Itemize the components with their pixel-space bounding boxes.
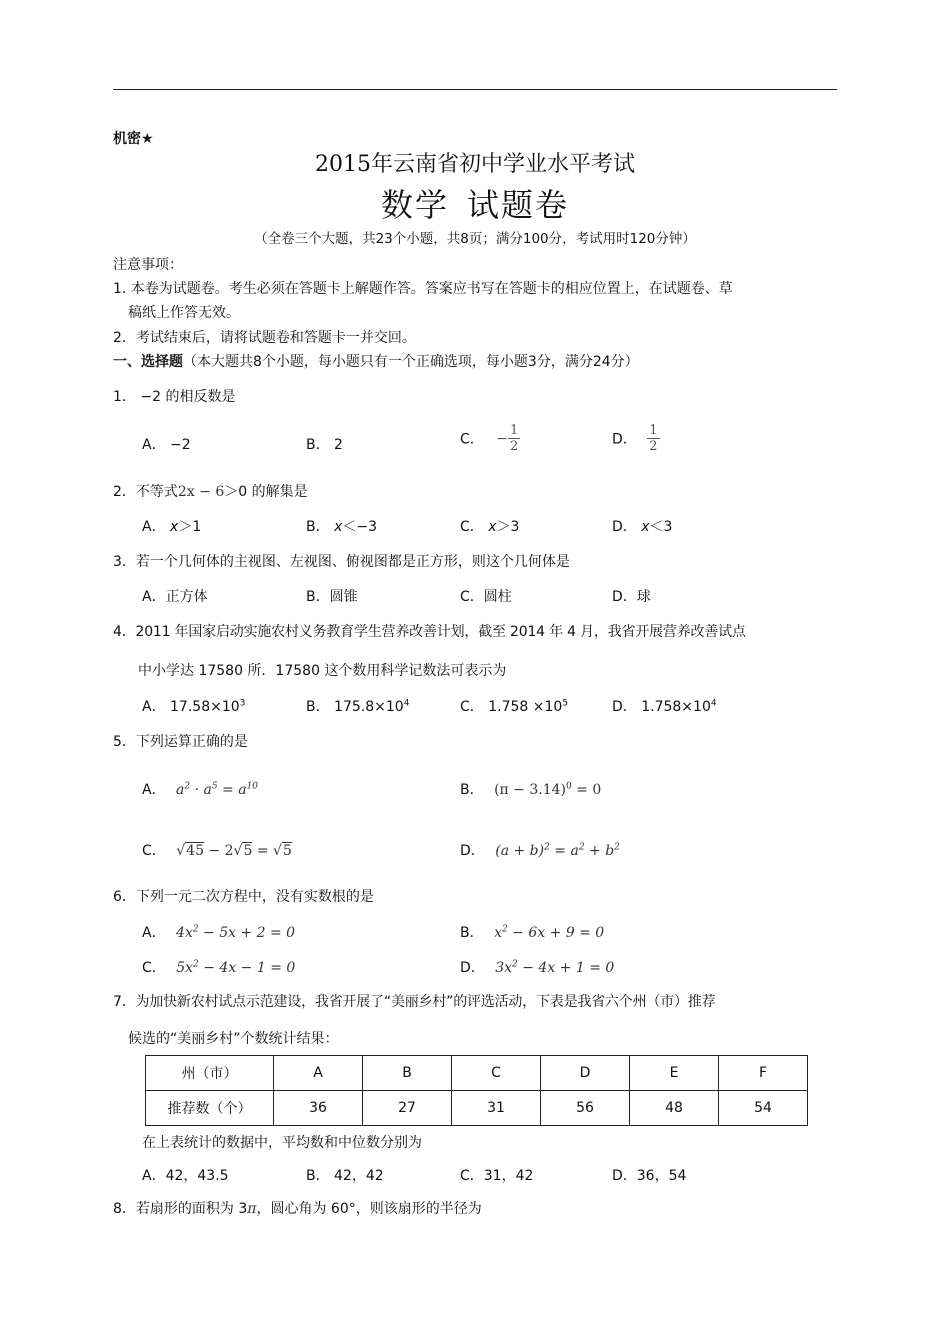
q5-option-a-label: A． bbox=[142, 782, 166, 798]
confidential-mark: 机密★ bbox=[113, 131, 154, 147]
q5-a-exp-3: 10 bbox=[246, 781, 259, 792]
q6-a-exp: 2 bbox=[192, 924, 199, 935]
q5-c-eq: = bbox=[252, 843, 274, 859]
q7-stem-line-2: 候选的“美丽乡村”个数统计结果： bbox=[128, 1031, 339, 1047]
header-rule bbox=[113, 89, 837, 90]
q2-option-a-var: x bbox=[170, 519, 179, 535]
q4-option-d bbox=[612, 696, 717, 716]
table-cell: D bbox=[541, 1056, 630, 1091]
q5-c-radicand-2: 5 bbox=[243, 843, 253, 859]
q8-stem-pi: π bbox=[247, 1201, 257, 1217]
q5-c-mid: − 2 bbox=[203, 843, 234, 859]
q1-option-c-fraction bbox=[508, 423, 520, 454]
exam-info: （全卷三个大题，共23个小题，共8页；满分100分，考试用时120分钟） bbox=[254, 231, 696, 247]
q3-option-a: A．正方体 bbox=[142, 589, 208, 605]
q2-option-d-rest: ＜3 bbox=[649, 519, 673, 535]
table-cell: A bbox=[274, 1056, 363, 1091]
q3-option-c: C．圆柱 bbox=[460, 589, 512, 605]
notes-heading: 注意事项： bbox=[113, 257, 183, 273]
q4-stem-line-2: 中小学达 17580 所．17580 这个数用科学记数法可表示为 bbox=[138, 663, 507, 679]
q1-option-c-label: C． bbox=[460, 431, 484, 448]
q6-b-pre: x bbox=[494, 925, 502, 941]
q2-stem-pre: 2．不等式 bbox=[113, 484, 178, 500]
q6-c-pre: 5x bbox=[176, 960, 194, 976]
q5-option-b bbox=[460, 779, 601, 799]
q2-option-d-var: x bbox=[641, 519, 650, 535]
q5-stem: 5．下列运算正确的是 bbox=[113, 734, 248, 750]
section-1-heading bbox=[113, 351, 639, 371]
q5-c-radicand-3: 5 bbox=[282, 843, 292, 859]
q5-d-exp-2: 2 bbox=[578, 842, 585, 853]
q7-after-table: 在上表统计的数据中，平均数和中位数分别为 bbox=[142, 1135, 422, 1151]
table-cell: 54 bbox=[719, 1091, 808, 1126]
q1-stem: 1． −2 的相反数是 bbox=[113, 389, 236, 405]
q2-option-a bbox=[142, 516, 201, 536]
table-cell: 31 bbox=[452, 1091, 541, 1126]
note-2: 2．考试结束后，请将试题卷和答题卡一并交回。 bbox=[113, 330, 416, 346]
q5-a-base-3: a bbox=[238, 782, 247, 798]
table-cell: C bbox=[452, 1056, 541, 1091]
q6-option-b-label: B． bbox=[460, 925, 484, 941]
q4-option-d-base: D． 1.758×10 bbox=[612, 699, 711, 715]
q5-option-d bbox=[460, 840, 620, 860]
table-cell: 36 bbox=[274, 1091, 363, 1126]
exam-title: 2015年云南省初中学业水平考试 bbox=[315, 152, 635, 177]
q1-option-c-denominator: 2 bbox=[509, 439, 519, 454]
q5-a-eq: = bbox=[217, 782, 239, 798]
q5-b-rest: = 0 bbox=[571, 782, 602, 798]
q5-a-exp-1: 2 bbox=[184, 781, 191, 792]
q5-option-d-label: D． bbox=[460, 843, 485, 859]
q4-stem-line-1: 4．2011 年国家启动实施农村义务教育学生营养改善计划，截至 2014 年 4 月，我省开展营养改善试点 bbox=[113, 624, 746, 640]
q6-option-a bbox=[142, 922, 295, 942]
q6-c-post: − 4x − 1 = 0 bbox=[198, 960, 296, 976]
table-cell: 27 bbox=[363, 1091, 452, 1126]
section-1-title: 一、选择题 bbox=[113, 354, 183, 370]
note-1-line-1: 1. 本卷为试题卷。考生必须在答题卡上解题作答。答案应书写在答题卡的相应位置上，在试题卷、草 bbox=[113, 281, 733, 297]
q3-option-d: D．球 bbox=[612, 589, 651, 605]
q4-option-b-base: B． 175.8×10 bbox=[306, 699, 404, 715]
q7-stem-line-1: 7．为加快新农村试点示范建设，我省开展了“美丽乡村”的评选活动，下表是我省六个州（市）推荐 bbox=[113, 994, 716, 1010]
q1-option-c-numerator: 1 bbox=[509, 423, 519, 438]
q8-stem bbox=[113, 1198, 482, 1218]
q5-a-base-1: a bbox=[176, 782, 185, 798]
q5-option-a bbox=[142, 779, 258, 799]
q5-option-d-expr bbox=[495, 843, 620, 859]
q6-option-b-expr bbox=[494, 925, 604, 941]
q2-option-b-var: x bbox=[334, 519, 343, 535]
q1-option-a: A． −2 bbox=[142, 437, 191, 453]
q5-a-exp-2: 5 bbox=[211, 781, 218, 792]
q4-option-b-exp: 4 bbox=[403, 698, 410, 709]
q1-option-d-label: D． bbox=[612, 431, 637, 448]
q1-option-c-sign: − bbox=[496, 430, 508, 447]
q6-a-post: − 5x + 2 = 0 bbox=[198, 925, 296, 941]
q5-a-dot: · bbox=[190, 782, 204, 798]
q4-option-c-base: C． 1.758 ×10 bbox=[460, 699, 563, 715]
table-cell: E bbox=[630, 1056, 719, 1091]
q5-d-exp: 2 bbox=[544, 842, 550, 853]
q6-option-c-label: C． bbox=[142, 960, 166, 976]
q5-option-c-label: C． bbox=[142, 843, 166, 859]
q6-option-d bbox=[460, 957, 614, 977]
q1-option-c bbox=[460, 423, 520, 454]
q6-stem: 6．下列一元二次方程中，没有实数根的是 bbox=[113, 889, 374, 905]
q2-option-d bbox=[612, 516, 672, 536]
q8-stem-post: ，圆心角为 60°，则该扇形的半径为 bbox=[256, 1201, 482, 1217]
table-cell: B bbox=[363, 1056, 452, 1091]
q2-option-c bbox=[460, 516, 519, 536]
q7-stats-table bbox=[145, 1055, 808, 1126]
paper-label: 试题卷 bbox=[467, 186, 570, 224]
q6-b-post: − 6x + 9 = 0 bbox=[507, 925, 605, 941]
q3-stem: 3．若一个几何体的主视图、左视图、俯视图都是正方形，则这个几何体是 bbox=[113, 554, 570, 570]
q6-option-c bbox=[142, 957, 295, 977]
q2-option-b bbox=[306, 516, 377, 536]
q4-option-d-exp: 4 bbox=[710, 698, 717, 709]
table-cell: 推荐数（个） bbox=[146, 1091, 274, 1126]
table-cell: 56 bbox=[541, 1091, 630, 1126]
q6-option-d-expr bbox=[495, 960, 614, 976]
table-header-row bbox=[146, 1056, 808, 1091]
q2-option-c-label: C． bbox=[460, 519, 484, 535]
q6-option-c-expr bbox=[176, 960, 295, 976]
q1-option-d-numerator: 1 bbox=[649, 423, 658, 438]
q6-b-exp: 2 bbox=[501, 924, 508, 935]
q5-option-c-expr: √45 − 2√5 = √5 bbox=[176, 843, 292, 859]
q5-b-exp: 0 bbox=[566, 781, 572, 792]
q7-option-b: B． 42，42 bbox=[306, 1168, 384, 1184]
q7-option-c: C．31，42 bbox=[460, 1168, 534, 1184]
q7-option-a: A．42，43.5 bbox=[142, 1168, 229, 1184]
note-1-line-2: 稿纸上作答无效。 bbox=[128, 305, 240, 321]
q6-option-d-label: D． bbox=[460, 960, 485, 976]
q2-option-d-label: D． bbox=[612, 519, 637, 535]
q5-option-c bbox=[142, 840, 292, 860]
q2-stem-post: ＞0 的解集是 bbox=[224, 484, 308, 500]
q6-c-exp: 2 bbox=[193, 959, 199, 970]
q1-option-d bbox=[612, 423, 660, 454]
q4-option-b bbox=[306, 696, 409, 716]
q4-option-a bbox=[142, 696, 245, 716]
q5-d-eq: = a bbox=[549, 843, 579, 859]
q2-option-a-label: A． bbox=[142, 519, 166, 535]
q2-option-a-rest: ＞1 bbox=[178, 519, 202, 535]
subject-label: 数学 bbox=[380, 186, 449, 224]
q1-option-b: B． 2 bbox=[306, 437, 343, 453]
q6-d-post: − 4x + 1 = 0 bbox=[517, 960, 615, 976]
table-cell: 48 bbox=[630, 1091, 719, 1126]
q2-option-b-label: B． bbox=[306, 519, 330, 535]
q6-a-pre: 4x bbox=[176, 925, 193, 941]
q4-option-a-exp: 3 bbox=[239, 698, 246, 709]
q2-option-c-rest: ＞3 bbox=[496, 519, 520, 535]
q6-d-pre: 3x bbox=[495, 960, 513, 976]
q5-option-b-expr bbox=[494, 782, 601, 798]
q2-option-b-rest: ＜−3 bbox=[342, 519, 377, 535]
q2-stem bbox=[113, 481, 308, 501]
q8-stem-pre: 8．若扇形的面积为 3 bbox=[113, 1201, 248, 1217]
table-cell: 州（市） bbox=[146, 1056, 274, 1091]
q4-option-c-exp: 5 bbox=[562, 698, 569, 709]
q5-d-plus: + b bbox=[584, 843, 615, 859]
q5-option-a-expr bbox=[176, 782, 258, 798]
q6-option-a-expr bbox=[176, 925, 295, 941]
table-cell: F bbox=[719, 1056, 808, 1091]
q6-option-a-label: A． bbox=[142, 925, 166, 941]
q7-option-d: D．36，54 bbox=[612, 1168, 687, 1184]
q5-b-expr: (π − 3.14) bbox=[494, 782, 566, 798]
paper-title bbox=[0, 180, 950, 226]
q5-a-base-2: a bbox=[203, 782, 212, 798]
q2-stem-expr: 2x − 6 bbox=[177, 484, 225, 500]
q3-option-b: B．圆锥 bbox=[306, 589, 358, 605]
q4-option-c bbox=[460, 696, 568, 716]
q1-option-d-fraction bbox=[647, 423, 659, 454]
table-row bbox=[146, 1091, 808, 1126]
q6-d-exp: 2 bbox=[512, 959, 518, 970]
q4-option-a-base: A． 17.58×10 bbox=[142, 699, 240, 715]
q6-option-b bbox=[460, 922, 604, 942]
q5-c-radicand-1: 45 bbox=[186, 843, 204, 859]
q1-option-d-denominator: 2 bbox=[649, 439, 658, 454]
q2-option-c-var: x bbox=[488, 519, 497, 535]
section-1-desc: （本大题共8个小题，每小题只有一个正确选项，每小题3分，满分24分） bbox=[183, 354, 639, 370]
q5-d-exp-3: 2 bbox=[614, 842, 620, 853]
q5-d-expr: (a + b) bbox=[495, 843, 545, 859]
q5-option-b-label: B． bbox=[460, 782, 484, 798]
